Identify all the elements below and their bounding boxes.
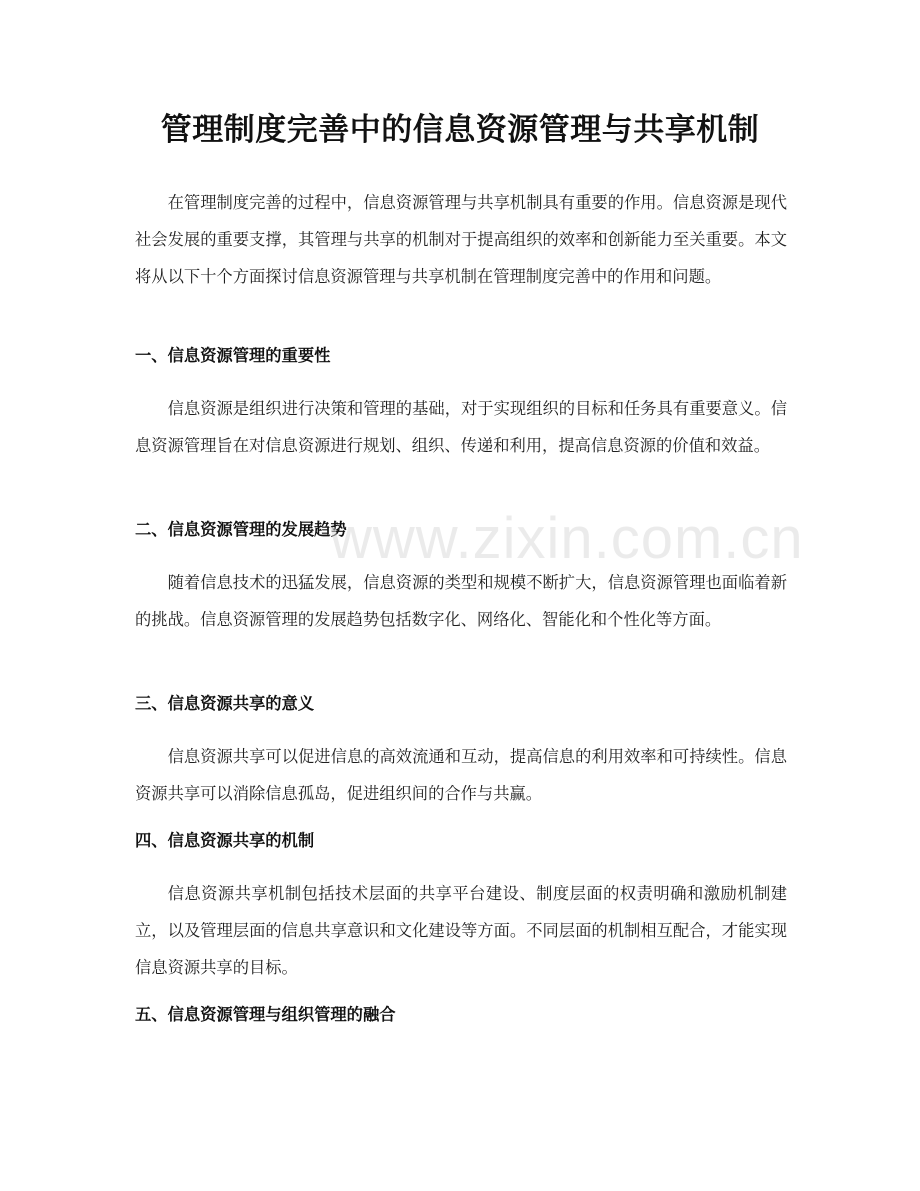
section-body-1: 信息资源是组织进行决策和管理的基础，对于实现组织的目标和任务具有重要意义。信息资源管理旨在对信息资源进行规划、组织、传递和利用，提高信息资源的价值和效益。 <box>135 399 787 455</box>
section-body-2: 随着信息技术的迅猛发展，信息资源的类型和规模不断扩大，信息资源管理也面临着新的挑战。信息资源管理的发展趋势包括数字化、网络化、智能化和个性化等方面。 <box>135 573 787 629</box>
section-body-4: 信息资源共享机制包括技术层面的共享平台建设、制度层面的权责明确和激励机制建立，以及管理层面的信息共享意识和文化建设等方面。不同层面的机制相互配合，才能实现信息资源共享的目标。 <box>135 884 787 977</box>
section-heading-4: 四、信息资源共享的机制 <box>135 831 315 850</box>
section-heading-1: 一、信息资源管理的重要性 <box>135 346 331 365</box>
section-heading-3: 三、信息资源共享的意义 <box>135 694 315 713</box>
page-title: 管理制度完善中的信息资源管理与共享机制 <box>160 112 760 148</box>
section-heading-2: 二、信息资源管理的发展趋势 <box>135 520 347 539</box>
section-body-3: 信息资源共享可以促进信息的高效流通和互动，提高信息的利用效率和可持续性。信息资源共享可以消除信息孤岛，促进组织间的合作与共赢。 <box>135 747 787 803</box>
intro-paragraph: 在管理制度完善的过程中，信息资源管理与共享机制具有重要的作用。信息资源是现代社会发展的重要支撑，其管理与共享的机制对于提高组织的效率和创新能力至关重要。本文将从以下十个方面探讨信息资源管理与共享机制在管理制度完善中的作用和问题。 <box>135 193 787 286</box>
section-heading-5: 五、信息资源管理与组织管理的融合 <box>135 1005 396 1024</box>
watermark: www.zixin.com.cn <box>330 506 804 571</box>
